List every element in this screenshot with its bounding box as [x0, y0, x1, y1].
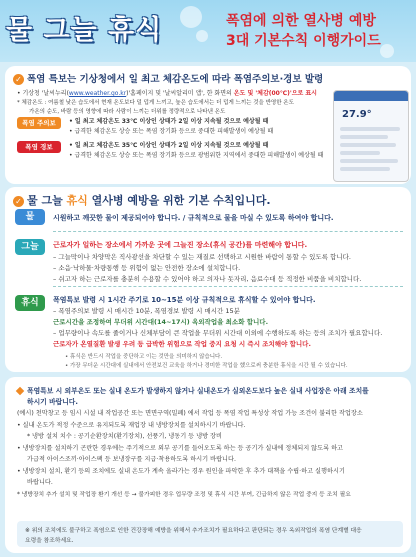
page-title: 물 그늘 휴식 — [6, 15, 163, 46]
indoor-rule-1-note: * 냉방 설치 치수 : 공기순환장치(환기장치), 선풍기, 냉동기 등 냉방 장비 — [27, 433, 222, 440]
rest-rule-1: 폭염특보 발령 시 1시간 주기로 10~15분 이상 규칙적으로 휴식할 수 있어야 합니다. — [53, 296, 316, 304]
shade-detail-3: – 쉬고자 하는 근로자를 충분히 수용할 수 있어야 하고 의자나 돗자리, 음료수대 등 적정한 비품을 비치합니다. — [53, 275, 362, 283]
indoor-rule-3: • 냉방장치 설치, 환기 등의 조치에도 실내 온도가 계속 올라가는 경우 원인을 파악한 후 추가 대책을 수립·하고 실행하시기 — [17, 468, 345, 475]
weather-site-line — [17, 88, 317, 97]
header-banner — [0, 0, 416, 62]
app-row — [340, 135, 388, 139]
diamond-bullet-icon — [16, 387, 24, 395]
indoor-rule-2: • 냉방장치를 설치하기 곤란한 경우에는 주기적으로 외부 공기를 들어오도록 하는 등 공기가 실내에 정체되지 않도록 하고 — [17, 445, 344, 452]
rest-note-2: • 가장 무더운 시간대에 실내에서 안전보건 교육을 하거나 경미한 작업을 했으로써 충분한 휴식을 시간 될 수 있습니다. — [65, 363, 348, 369]
page-subtitle-line1: 폭염에 의한 열사병 예방 — [226, 13, 376, 29]
reference-note-1: ※ 위의 조치에도 불구하고 폭염으로 인한 건강장해 예방을 위해서 추가조치가 필요하다고 판단되는 경우 옥외작업의 폭염 단계별 대응 — [25, 528, 362, 534]
bubble-decoration — [196, 30, 208, 42]
rest-note-1: • 휴식은 반드시 작업을 중단하고 이는 것만을 의미하지 않습니다. — [65, 354, 223, 360]
water-rule-text: 시원하고 깨끗한 물이 제공되어야 합니다. / 규칙적으로 물을 마실 수 있도록 하여야 합니다. — [53, 214, 334, 222]
check-icon: ✓ — [13, 196, 24, 207]
weather-site-highlight: 온도 및 '체감(00℃)'으로 표시 — [233, 90, 317, 97]
bubble-decoration — [380, 44, 394, 58]
rest-rule-3: 근로시간을 조정하여 무더위 시간대(14~17시) 옥외작업을 최소화 합니다. — [53, 318, 269, 326]
heat-alert-section — [5, 66, 411, 184]
rest-rule-4: – 업무량이나 속도를 줄이거나 신체부담이 큰 작업을 무더위 시간대 이외에 수행하도록 하는 등의 조치가 필요합니다. — [53, 329, 383, 337]
indoor-intro — [17, 385, 369, 395]
heat-warning-tag: 폭염 경보 — [17, 141, 61, 153]
rest-rule-5: 근로자가 온열질환 발생 우려 등 급박한 위험으로 작업 중지 요청 시 즉시 조치해야 합니다. — [53, 340, 311, 348]
page-subtitle-line2: 3대 기본수칙 이행가이드 — [226, 33, 381, 49]
divider — [53, 286, 403, 287]
shade-detail-1: – 그늘막이나 차양막은 직사광선을 차단할 수 있는 재질로 선택하고 시원한 바람이 통할 수 있도록 합니다. — [53, 253, 351, 261]
indoor-rule-3-note: * 냉방장치 추가 설치 및 작업장 환기 개선 등 → 불가피한 경우 업무량 조정 및 휴식 시간 부여, 긴급하지 않은 작업 중지 등 조치 필요 — [17, 492, 351, 498]
indoor-intro-text: 폭염특보 시 외부온도 또는 실내 온도가 발생하지 않거나 실내온도가 실외온도보다 높은 실내 사업장은 아래 조치를 — [27, 387, 369, 395]
app-temperature: 27.9° — [342, 109, 372, 120]
reference-note-box — [17, 521, 403, 547]
app-row — [340, 127, 400, 131]
reference-note-2: 요령을 참조하세요. — [25, 538, 74, 544]
indoor-rule-3b: 바랍니다. — [27, 479, 53, 486]
apparent-temp-definition: * 체감온도 : 여름철 낮은 습도에서 현재 온도보다 덜 덥게 느끼고, 높은 습도에서는 더 덥게 느끼는 것을 반영한 온도 — [17, 100, 294, 106]
app-header-bar — [334, 91, 408, 101]
section1-title — [13, 71, 323, 85]
divider — [53, 231, 403, 232]
weather-site-link[interactable]: www.weather.go.kr — [68, 90, 127, 97]
bubble-decoration — [180, 6, 202, 28]
heat-warning-line2: • 급격한 체감온도 상승 또는 폭염 장기화 등으로 광범위한 지역에서 중대한 피해발생이 예상될 때 — [69, 152, 324, 159]
indoor-workplace-section — [5, 377, 411, 553]
indoor-rule-2b: 가급적 아이스조끼·아이스팩 등 보냉장구를 지급·착용하도록 하시기 바랍니다. — [27, 456, 236, 463]
heat-advisory-line1: • 일 최고 체감온도 33℃ 이상인 상태가 2일 이상 지속될 것으로 예상될 때 — [69, 118, 269, 125]
water-label: 물 — [15, 209, 45, 225]
indoor-intro-text2: 하시기 바랍니다. — [27, 398, 78, 406]
rest-rule-2: – 폭염주의보 발령 시 매시간 10분, 폭염경보 발령 시 매시간 15분 — [53, 307, 240, 315]
app-row — [340, 151, 380, 155]
app-row — [340, 167, 390, 171]
section2-title-highlight: 휴식 — [66, 194, 88, 207]
heat-warning-line1: • 일 최고 체감온도 35℃ 이상인 상태가 2일 이상 지속될 것으로 예상될 때 — [69, 142, 269, 149]
indoor-example: (예시) 천막창고 등 임시 시설 내 작업공간 또는 면면구역(밀폐) 에서 작업 등 폭염 작업 특성상 작업 가능 조건이 불리한 작업장소 — [17, 410, 363, 417]
weather-site-text: • 기상청 '날씨누리( — [17, 90, 69, 97]
shade-label: 그늘 — [15, 239, 45, 255]
shade-main-rule: 근로자가 일하는 장소에서 가까운 곳에 그늘진 장소(휴식 공간)를 마련해야 합니다. — [53, 241, 308, 249]
weather-app-screenshot — [333, 90, 409, 182]
rest-label: 휴식 — [15, 295, 45, 311]
weather-site-text2: )'홈페이지 및 '날씨알리미 앱', 한 화면의 — [126, 90, 234, 97]
section2-title — [13, 192, 271, 208]
check-icon: ✓ — [13, 74, 24, 85]
apparent-temp-definition-2: 가온의 순도, 바람 등의 영향에 따라 사람이 느끼는 더위를 정량적으로 나타낸 온도 — [29, 109, 226, 115]
heat-advisory-line2: • 급격한 체감온도 상승 또는 폭염 장기화 등으로 중대한 피해발생이 예상될 때 — [69, 128, 274, 135]
app-row — [340, 159, 398, 163]
indoor-rule-1: • 실내 온도가 적정 수준으로 유지되도록 재업장 내 냉방장치를 설치하시기 바랍니다. — [17, 422, 246, 429]
basic-rules-section — [5, 187, 411, 372]
section1-title-text: 폭염 특보는 기상청에서 일 최고 체감온도에 따라 폭염주의보·경보 발령 — [27, 74, 324, 85]
section2-title-prefix: 물 그늘 — [27, 194, 67, 207]
heat-advisory-tag: 폭염 주의보 — [17, 117, 61, 129]
section2-title-suffix: 열사병 예방을 위한 기본 수칙입니다. — [87, 194, 271, 207]
app-row — [340, 143, 396, 147]
shade-detail-2: – 소음·낙하물·차량통행 등 위험이 없는 안전한 장소에 설치합니다. — [53, 264, 241, 272]
